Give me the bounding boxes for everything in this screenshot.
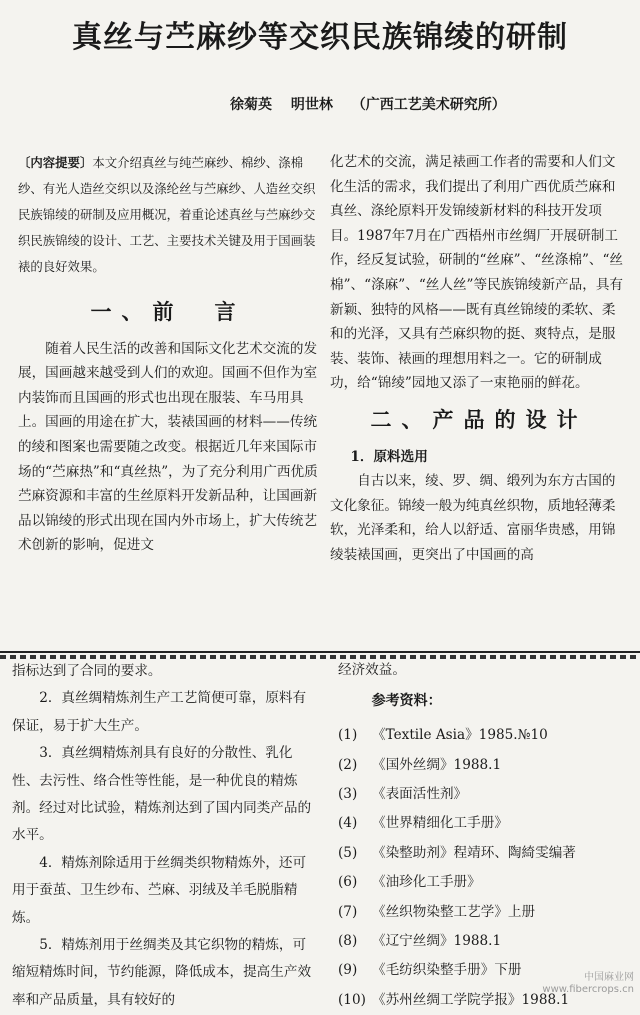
reference-text: 《世界精细化工手册》 (372, 815, 508, 832)
article-title: 真丝与苎麻纱等交织民族锦绫的研制 (72, 20, 568, 55)
lower-right-p0: 经济效益。 (338, 662, 406, 678)
continued-paragraph: 化艺术的交流，满足裱画工作者的需要和人们文化生活的需求，我们提出了利用广西优质苎麻和真丝、涤纶原料开发锦绫新材料的科技开发项目。1987年7月在广西梧州市丝绸厂开展研制工作，经反复试验，研制的“丝麻”、“丝涤棉”、“丝棉”、“涤麻”、“丝人丝”等民族锦绫新产品，具有新颖、独特的风格——既有真丝锦绫的柔软、柔和的光泽，又具有苎麻织物的挺、爽特点，是服装、装饰、裱画的理想用料之一。它的研制成功，给“锦绫”园地又添了一束艳丽的鲜花。 (330, 154, 624, 392)
reference-number: (5) (338, 844, 358, 861)
reference-number: (1) (338, 727, 358, 744)
reference-number: (4) (338, 815, 358, 832)
references-heading: 参考资料： (371, 692, 442, 709)
reference-number: (2) (338, 756, 358, 773)
lower-left-p2: 2．真丝绸精炼剂生产工艺简便可靠，原料有保证，易于扩大生产。 (12, 690, 307, 734)
reference-item (338, 839, 630, 868)
abstract-text: 本文介绍真丝与纯苎麻纱、棉纱、涤棉纱、有光人造丝交织以及涤纶丝与苎麻纱、人造丝交织民族锦绫的研制及应用概况，着重论述真丝与苎麻纱交织民族锦绫的设计、工艺、主要技术关键及用于国画装裱的良好效果。 (18, 155, 316, 274)
upper-right-column (330, 150, 628, 568)
author-1: 徐菊英 (230, 97, 272, 113)
page-divider (0, 651, 640, 653)
section-2-title: 二、产品的设计 (370, 407, 588, 432)
reference-text: 《油珍化工手册》 (372, 874, 481, 891)
reference-item (338, 721, 630, 750)
reference-item (338, 751, 630, 780)
reference-text: 《毛纺织染整手册》下册 (372, 962, 522, 979)
reference-text: 《染整助剂》程靖环、陶綺雯编著 (372, 844, 576, 861)
reference-item (338, 780, 630, 809)
reference-number: (10) (338, 991, 366, 1008)
abstract-label: 〔内容提要〕 (18, 155, 93, 170)
lower-left-p5: 5．精炼剂用于丝绸类及其它织物的精炼，可缩短精炼时间，节约能源，降低成本，提高生产效率和产品质量，具有较好的 (12, 937, 312, 1008)
lower-left-p3: 3．真丝绸精炼剂具有良好的分散性、乳化性、去污性、络合性等性能，是一种优良的精炼剂。经过对比试验，精炼剂达到了国内同类产品的水平。 (12, 745, 312, 844)
author-2: 明世林 (290, 97, 333, 113)
lower-left-p4: 4．精炼剂除适用于丝绸类织物精炼外，还可用于蚕茧、卫生纱布、苎麻、羽绒及羊毛脱脂精炼。 (12, 854, 307, 926)
reference-item (338, 898, 630, 927)
section-2-subtitle: 1．原料选用 (350, 448, 428, 465)
author-line (230, 94, 520, 114)
watermark-line-2: www.fibercrops.cn (542, 984, 634, 995)
abstract (18, 150, 318, 280)
reference-text: 《苏州丝绸工学院学报》1988.1 (372, 991, 570, 1008)
reference-number: (7) (338, 903, 358, 920)
reference-text: 《丝织物染整工艺学》上册 (372, 903, 536, 920)
lower-left-p0: 指标达到了合同的要求。 (12, 663, 162, 679)
reference-text: 《国外丝绸》1988.1 (372, 756, 502, 773)
reference-text: 《表面活性剂》 (372, 786, 468, 802)
section-2-paragraph: 自古以来，绫、罗、绸、缎列为东方古国的文化象征。锦绫一般为纯真丝织物，质地轻薄柔软，光泽柔和，给人以舒适、富丽华贵感，用锦绫装裱国画，更突出了中国画的高 (330, 473, 616, 563)
reference-item (338, 809, 630, 838)
reference-text: 《辽宁丝绸》1988.1 (372, 933, 502, 950)
reference-number: (8) (338, 933, 358, 950)
reference-text: 《Textile Asia》1985.№10 (372, 727, 548, 744)
section-1-paragraph: 随着人民生活的改善和国际文化艺术交流的发展，国画越来越受到人们的欢迎。国画不但作为室内装饰而且国画的形式也出现在服装、车马用具上。国画的用途在扩大，装裱国画的材料——传统的绫和图案也需要随之改变。根据近几年来国际市场的“苎麻热”和“真丝热”，为了充分利用广西优质苎麻资源和丰富的生丝原料开发新品种，让国画新品以锦绫的形式出现在国内外市场上，扩大传统艺术创新的影响，促进文 (18, 340, 318, 554)
author-affiliation: （广西工艺美术研究所） (351, 97, 506, 113)
section-1-title: 一、前 言 (90, 300, 246, 324)
lower-left-column (12, 658, 318, 1014)
watermark (542, 972, 634, 996)
reference-number: (9) (338, 962, 358, 979)
watermark-line-1: 中国麻业网 (584, 972, 634, 983)
reference-item (338, 868, 630, 897)
reference-number: (3) (338, 786, 358, 802)
reference-item (338, 927, 630, 956)
upper-left-column (18, 150, 318, 558)
reference-list (338, 721, 630, 1015)
lower-right-column (338, 658, 630, 1015)
reference-number: (6) (338, 874, 358, 891)
